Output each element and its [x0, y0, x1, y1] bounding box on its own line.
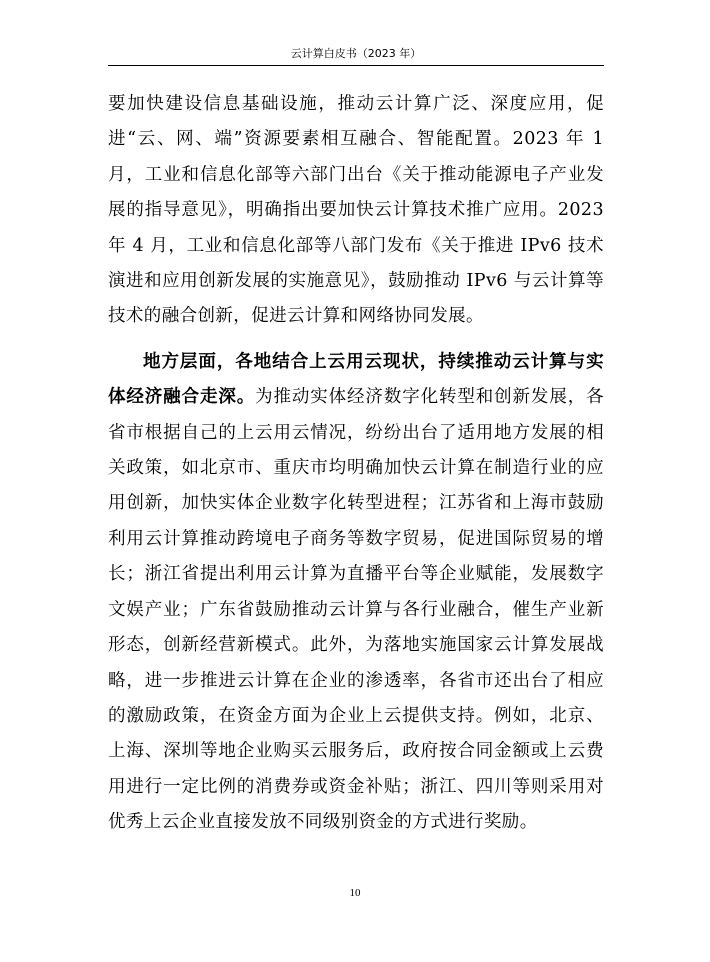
paragraph-lead-bold: 地方层面，各地结合上云用云现状，持续推动云计算与实体经济融合走深。	[108, 351, 604, 408]
header-rule	[108, 65, 604, 66]
paragraph-policy-local	[108, 345, 604, 841]
paragraph-text: 要加快建设信息基础设施，推动云计算广泛、深度应用，促进“云、网、端”资源要素相互融合、智能配置。2023 年 1 月，工业和信息化部等六部门出台《关于推动能源电子产业发展的指导意见》，明确指出要加快云计算技术推广应用。2023 年 4 月，工业和信息化部等八部门发布《关于推进 IPv6 技术演进和应用创新发展的实施意见》，鼓励推动 IPv6 与云计算等技术的融合创新，促进云计算和网络协同发展。	[108, 94, 604, 327]
paragraph-policy-national	[108, 87, 604, 335]
page-number: 10	[349, 887, 361, 899]
paragraph-text: 为推动实体经济数字化转型和创新发展，各省市根据自己的上云用云情况，纷纷出台了适用地方发展的相关政策，如北京市、重庆市均明确加快云计算在制造行业的应用创新，加快实体企业数字化转型进程；江苏省和上海市鼓励利用云计算推动跨境电子商务等数字贸易，促进国际贸易的增长；浙江省提出利用云计算为直播平台等企业赋能，发展数字文娱产业；广东省鼓励推动云计算与各行业融合，催生产业新形态，创新经营新模式。此外，为落地实施国家云计算发展战略，进一步推进云计算在企业的渗透率，各省市还出台了相应的激励政策，在资金方面为企业上云提供支持。例如，北京、上海、深圳等地企业购买云服务后，政府按合同金额或上云费用进行一定比例的消费券或资金补贴；浙江、四川等则采用对优秀上云企业直接发放不同级别资金的方式进行奖励。	[108, 387, 604, 833]
document-body	[108, 87, 604, 851]
running-header: 云计算白皮书（2023 年）	[290, 47, 422, 60]
